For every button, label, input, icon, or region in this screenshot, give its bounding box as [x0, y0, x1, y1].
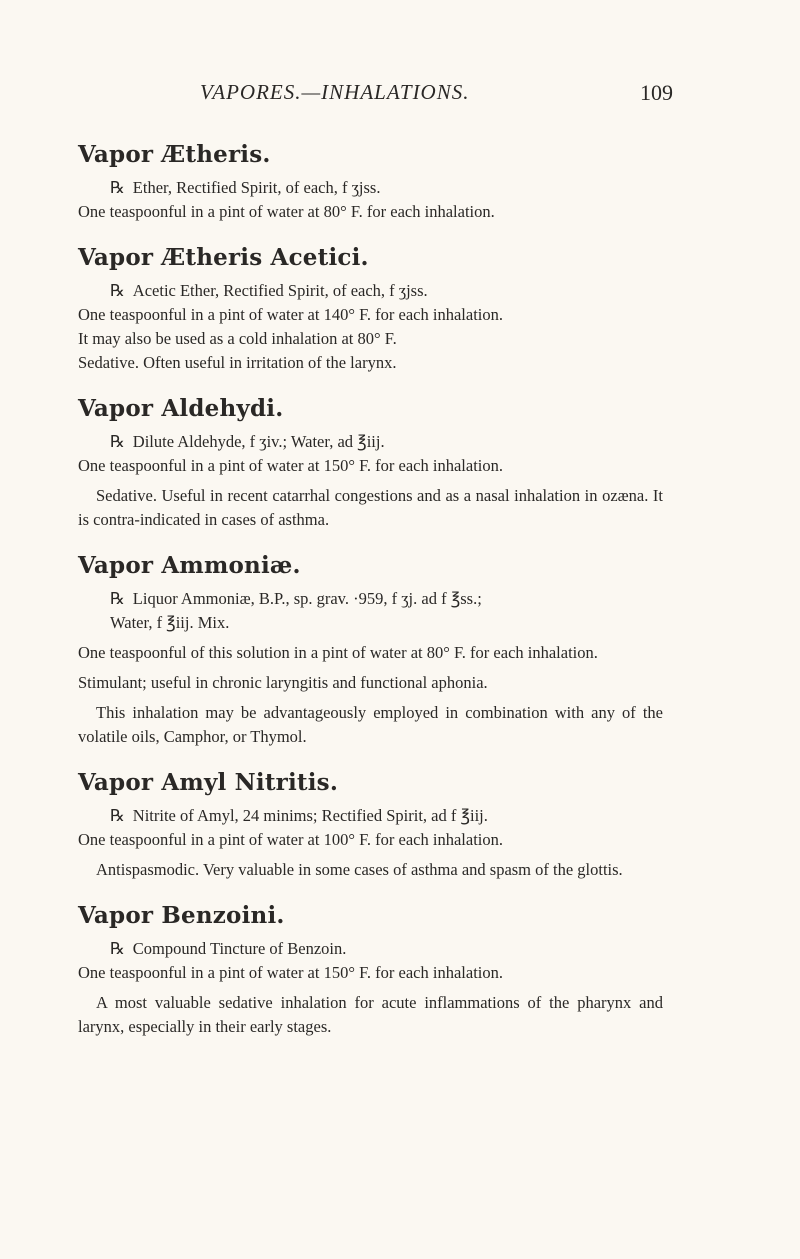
- recipe-line: ℞ Nitrite of Amyl, 24 minims; Rectified Spirit, ad f ℥iij.: [110, 806, 488, 825]
- entry-heading: Vapor Amyl Nitritis.: [78, 769, 339, 796]
- entry-heading: Vapor Aldehydi.: [78, 395, 284, 422]
- running-head: [0, 80, 800, 110]
- body-text: A most valuable sedative inhalation for acute inflammations of the pharynx and larynx, especially in their early stages.: [78, 993, 663, 1036]
- rx-symbol: ℞: [110, 178, 125, 197]
- entry-heading: Vapor Ætheris.: [78, 141, 271, 168]
- body-text: One teaspoonful in a pint of water at 150° F. for each inhalation.: [78, 963, 503, 982]
- recipe-line: ℞ Liquor Ammoniæ, B.P., sp. grav. ·959, f ʒj. ad f ℥ss.;: [110, 589, 482, 608]
- body-text: One teaspoonful of this solution in a pint of water at 80° F. for each inhalation.: [78, 643, 598, 662]
- body-text: One teaspoonful in a pint of water at 140° F. for each inhalation.: [78, 305, 503, 324]
- body-text: Stimulant; useful in chronic laryngitis and functional aphonia.: [78, 673, 488, 692]
- rx-symbol: ℞: [110, 939, 125, 958]
- entry-vapor-benzoini: [78, 901, 663, 1039]
- entry-vapor-aetheris: [78, 140, 663, 224]
- entry-heading: Vapor Ætheris Acetici.: [78, 244, 369, 271]
- entry-vapor-aetheris-acetici: [78, 243, 663, 375]
- rx-symbol: ℞: [110, 432, 125, 451]
- running-title: VAPORES.—INHALATIONS.: [200, 80, 470, 104]
- recipe-line: ℞ Ether, Rectified Spirit, of each, f ʒjss.: [110, 178, 381, 197]
- entry-vapor-aldehydi: [78, 394, 663, 532]
- body-text: One teaspoonful in a pint of water at 80° F. for each inhalation.: [78, 202, 495, 221]
- body-text: One teaspoonful in a pint of water at 150° F. for each inhalation.: [78, 456, 503, 475]
- recipe-line: ℞ Compound Tincture of Benzoin.: [110, 939, 347, 958]
- body-text: Antispasmodic. Very valuable in some cases of asthma and spasm of the glottis.: [96, 860, 623, 879]
- page-content: [78, 140, 663, 1058]
- page-number: 109: [640, 80, 673, 105]
- entry-heading: Vapor Benzoini.: [78, 902, 285, 929]
- rx-symbol: ℞: [110, 281, 125, 300]
- body-text: One teaspoonful in a pint of water at 100° F. for each inhalation.: [78, 830, 503, 849]
- entry-vapor-ammoniae: [78, 551, 663, 749]
- recipe-line: ℞ Dilute Aldehyde, f ʒiv.; Water, ad ℥iij.: [110, 432, 385, 451]
- rx-symbol: ℞: [110, 806, 125, 825]
- body-text: Sedative. Often useful in irritation of the larynx.: [78, 353, 397, 372]
- recipe-line-continued: Water, f ℥iij. Mix.: [110, 613, 230, 632]
- rx-symbol: ℞: [110, 589, 125, 608]
- body-text: It may also be used as a cold inhalation at 80° F.: [78, 329, 397, 348]
- body-text: This inhalation may be advantageously employed in combination with any of the volatile oils, Camphor, or Thymol.: [78, 703, 663, 746]
- body-text: Sedative. Useful in recent catarrhal congestions and as a nasal inhalation in ozæna. It is contra-indicated in cases of asthma.: [78, 486, 663, 529]
- entry-vapor-amyl-nitritis: [78, 768, 663, 882]
- recipe-line: ℞ Acetic Ether, Rectified Spirit, of each, f ʒjss.: [110, 281, 428, 300]
- entry-heading: Vapor Ammoniæ.: [78, 552, 301, 579]
